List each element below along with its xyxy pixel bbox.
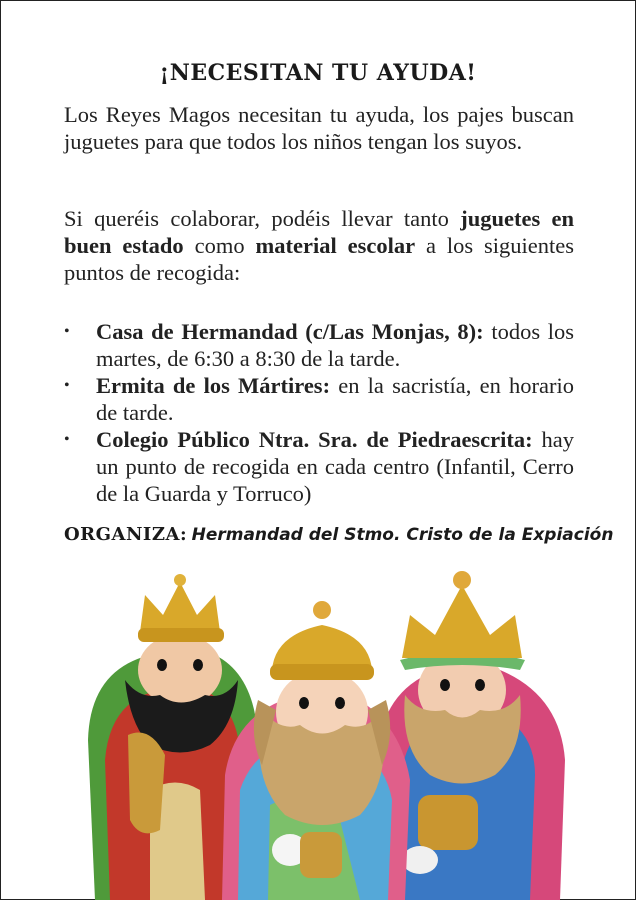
- collection-point-details: en la sacristía, en horario de tarde.: [96, 373, 574, 425]
- collaborate-paragraph: [64, 205, 574, 286]
- organizer-line: [64, 524, 614, 545]
- paragraph-text: Si queréis colaborar, podéis llevar tanto: [64, 206, 461, 231]
- page-title: ¡NECESITAN TU AYUDA!: [159, 60, 477, 86]
- bullet-icon: •: [64, 377, 70, 394]
- collection-point-details: hay un punto de recogida en cada centro (Infantil, Cerro de la Guarda y Torruco): [96, 427, 574, 506]
- organizer-name: Hermandad del Stmo. Cristo de la Expiación: [191, 525, 614, 545]
- paragraph-text: como: [183, 233, 256, 258]
- collection-point-name: Casa de Hermandad (c/Las Monjas, 8):: [96, 319, 484, 344]
- organizer-label: ORGANIZA:: [64, 524, 188, 545]
- list-item: [64, 426, 574, 507]
- collection-point-details: todos los martes, de 6:30 a 8:30 de la tarde.: [96, 319, 575, 371]
- three-kings-illustration: [0, 560, 636, 900]
- highlight-school-material: material escolar: [255, 233, 416, 258]
- bullet-icon: •: [64, 323, 70, 340]
- center-king-figure: [222, 601, 410, 900]
- paragraph-text: a los siguientes puntos de recogida:: [64, 233, 574, 285]
- collection-point-name: Ermita de los Mártires:: [96, 373, 331, 398]
- bullet-icon: •: [64, 431, 70, 448]
- collection-point-name: Colegio Público Ntra. Sra. de Piedraescrita:: [96, 427, 533, 452]
- intro-paragraph: Los Reyes Magos necesitan tu ayuda, los pajes buscan juguetes para que todos los niños tengan los suyos.: [64, 102, 574, 154]
- list-item: [64, 372, 574, 426]
- highlight-toys: juguetes en buen estado: [64, 206, 575, 258]
- collection-points-list: [64, 318, 574, 507]
- list-item: [64, 318, 574, 372]
